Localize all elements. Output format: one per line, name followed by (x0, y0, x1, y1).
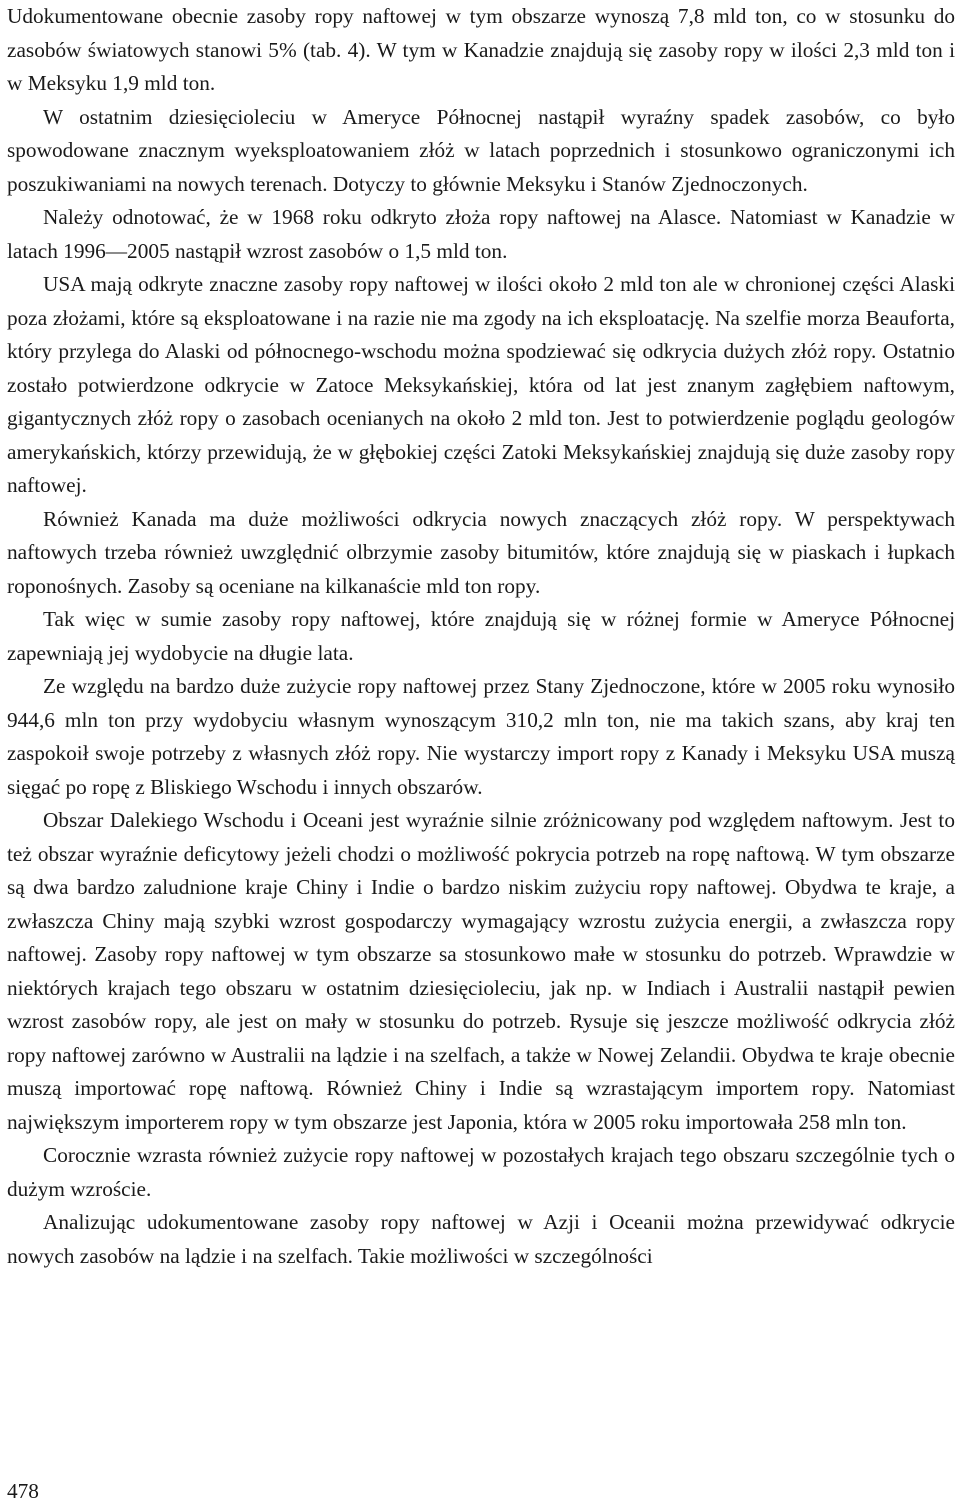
paragraph-7: Ze względu na bardzo duże zużycie ropy naftowej przez Stany Zjednoczone, które w 2005 roku wynosiło 944,6 mln ton przy wydobyciu własnym wynoszącym 310,2 mln ton, nie ma takich szans, aby kraj ten zaspokoił swoje potrzeby z własnych złóż ropy. Nie wystarczy import ropy z Kanady i Meksyku USA muszą sięgać po ropę z Bliskiego Wschodu i innych obszarów. (7, 674, 955, 799)
paragraph-4: USA mają odkryte znaczne zasoby ropy naftowej w ilości około 2 mld ton ale w chronionej części Alaski poza złożami, które są eksploatowane i na razie nie ma zgody na ich eksploatację. Na szelfie morza Beauforta, który przylega do Alaski od północnego-wschodu można spodziewać się odkrycia dużych złóż ropy. Ostatnio zostało potwierdzone odkrycie w Zatoce Meksykańskiej, która od lat jest znanym zagłębiem naftowym, gigantycznych złóż ropy o zasobach ocenianych na około 2 mld ton. Jest to potwierdzenie poglądu geologów amerykańskich, którzy przewidują, że w głębokiej części Zatoki Meksykańskiej znajdują się duże zasoby ropy naftowej. (7, 272, 955, 497)
paragraph-5: Również Kanada ma duże możliwości odkrycia nowych znaczących złóż ropy. W perspektywach naftowych trzeba również uwzględnić olbrzymie zasoby bitumitów, które znajdują się w piaskach i łupkach roponośnych. Zasoby są oceniane na kilkanaście mld ton ropy. (7, 506, 955, 598)
page-number: 478 (7, 1479, 39, 1503)
paragraph-2: W ostatnim dziesięcioleciu w Ameryce Północnej nastąpił wyraźny spadek zasobów, co było spowodowane znacznym wyeksploatowaniem złóż w latach poprzednich i stosunkowo ograniczonymi ich poszukiwaniami na nowych terenach. Dotyczy to głównie Meksyku i Stanów Zjednoczonych. (7, 104, 955, 196)
paragraph-6: Tak więc w sumie zasoby ropy naftowej, które znajdują się w różnej formie w Ameryce Północnej zapewniają jej wydobycie na długie lata. (7, 607, 955, 665)
page-body-text (7, 0, 955, 1273)
paragraph-9: Corocznie wzrasta również zużycie ropy naftowej w pozostałych krajach tego obszaru szczególnie tych o dużym wzroście. (7, 1143, 955, 1201)
paragraph-10: Analizując udokumentowane zasoby ropy naftowej w Azji i Oceanii można przewidywać odkrycie nowych zasobów na lądzie i na szelfach. Takie możliwości w szczególności (7, 1210, 955, 1268)
paragraph-1: Udokumentowane obecnie zasoby ropy naftowej w tym obszarze wynoszą 7,8 mld ton, co w stosunku do zasobów światowych stanowi 5% (tab. 4). W tym w Kanadzie znajdują się zasoby ropy w ilości 2,3 mld ton i w Meksyku 1,9 mld ton. (7, 4, 955, 95)
paragraph-3: Należy odnotować, że w 1968 roku odkryto złoża ropy naftowej na Alasce. Natomiast w Kanadzie w latach 1996—2005 nastąpił wzrost zasobów o 1,5 mld ton. (7, 205, 955, 263)
paragraph-8: Obszar Dalekiego Wschodu i Oceani jest wyraźnie silnie zróżnicowany pod względem naftowym. Jest to też obszar wyraźnie deficytowy jeżeli chodzi o możliwość pokrycia potrzeb na ropę naftową. W tym obszarze są dwa bardzo zaludnione kraje Chiny i Indie o bardzo niskim zużyciu ropy naftowej. Obydwa te kraje, a zwłaszcza Chiny mają szybki wzrost gospodarczy wymagający wzrostu zużycia energii, a zwłaszcza ropy naftowej. Zasoby ropy naftowej w tym obszarze sa stosunkowo małe w stosunku do potrzeb. Wprawdzie w niektórych krajach tego obszaru w ostatnim dziesięcioleciu, jak np. w Indiach i Australii nastąpił pewien wzrost zasobów ropy, ale jest on mały w stosunku do potrzeb. Rysuje się jeszcze możliwość odkrycia złóż ropy naftowej zarówno w Australii na lądzie i na szelfach, a także w Nowej Zelandii. Obydwa te kraje obecnie muszą importować ropę naftową. Również Chiny i Indie są wzrastającym importem ropy. Natomiast największym importerem ropy w tym obszarze jest Japonia, która w 2005 roku importowała 258 mln ton. (7, 808, 955, 1134)
